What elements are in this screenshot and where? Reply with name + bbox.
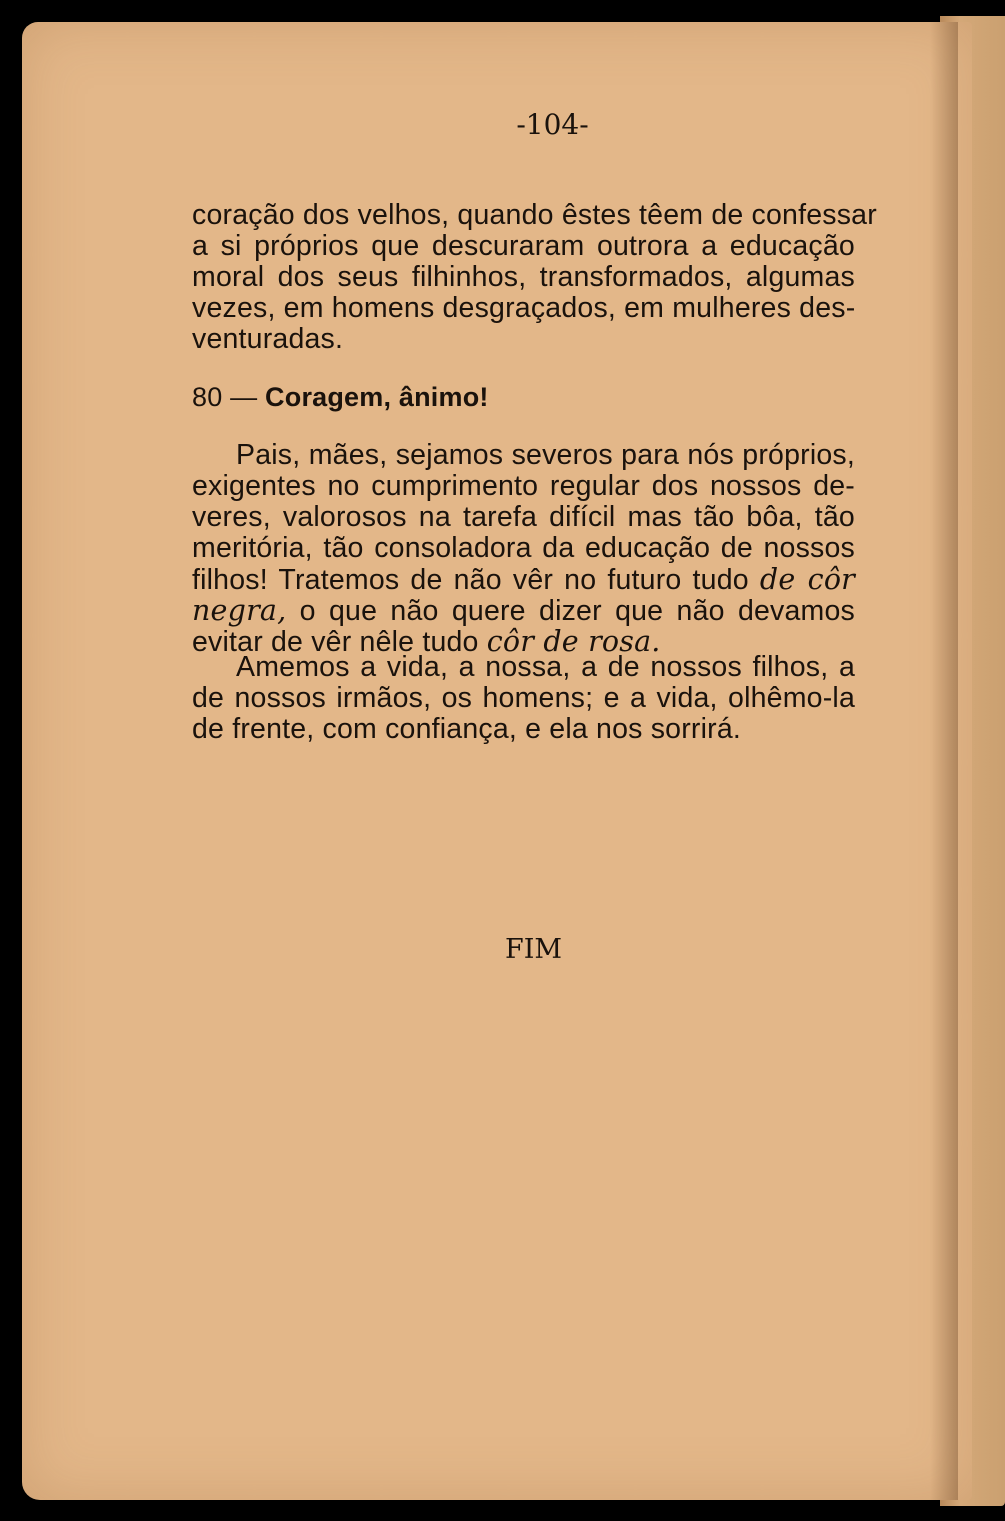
paragraph-1-line-2: a si próprios que descuraram outrora a educação — [192, 230, 855, 262]
paragraph-3-line-2: de nossos irmãos, os homens; e a vida, olhêmo-la — [192, 682, 855, 714]
paragraph-2-line-6-text: o que não quere dizer que não devamos — [286, 595, 855, 627]
paragraph-2-line-5-text: filhos! Tratemos de não vêr no futuro tudo — [192, 564, 760, 596]
paragraph-1-line-5: venturadas. — [192, 323, 344, 355]
paragraph-1-line-3: moral dos seus filhinhos, transformados, algumas — [192, 261, 855, 293]
paragraph-2-line-3: veres, valorosos na tarefa difícil mas tão bôa, tão — [192, 501, 855, 533]
section-heading — [192, 382, 489, 413]
paragraph-3-line-1: Amemos a vida, a nossa, a de nossos filhos, a — [236, 651, 855, 683]
section-number: 80 — — [192, 382, 258, 412]
paragraph-2-line-5-italic: de côr — [759, 563, 855, 596]
paragraph-2-line-2: exigentes no cumprimento regular dos nossos de- — [192, 470, 855, 502]
paragraph-1-line-4: vezes, em homens desgraçados, em mulheres des- — [192, 292, 856, 324]
paragraph-2-line-5 — [192, 564, 855, 596]
paragraph-2-line-1: Pais, mães, sejamos severos para nós próprios, — [236, 439, 855, 471]
paragraph-1-line-1: coração dos velhos, quando êstes têem de confessar — [192, 199, 877, 231]
spine-shadow — [930, 22, 958, 1500]
paragraph-2-line-6 — [192, 595, 855, 627]
paragraph-2-line-6-italic: negra, — [192, 594, 287, 627]
page-number: -104- — [516, 108, 589, 141]
paragraph-3-line-3: de frente, com confiança, e ela nos sorrirá. — [192, 713, 741, 745]
end-mark: FIM — [505, 934, 563, 965]
paragraph-2-line-7-text: evitar de vêr nêle tudo — [192, 626, 487, 658]
paragraph-2-line-4: meritória, tão consoladora da educação de nossos — [192, 532, 855, 564]
paragraph-2-line-7-italic: côr de rosa. — [486, 625, 661, 658]
section-title: Coragem, ânimo! — [265, 382, 489, 412]
